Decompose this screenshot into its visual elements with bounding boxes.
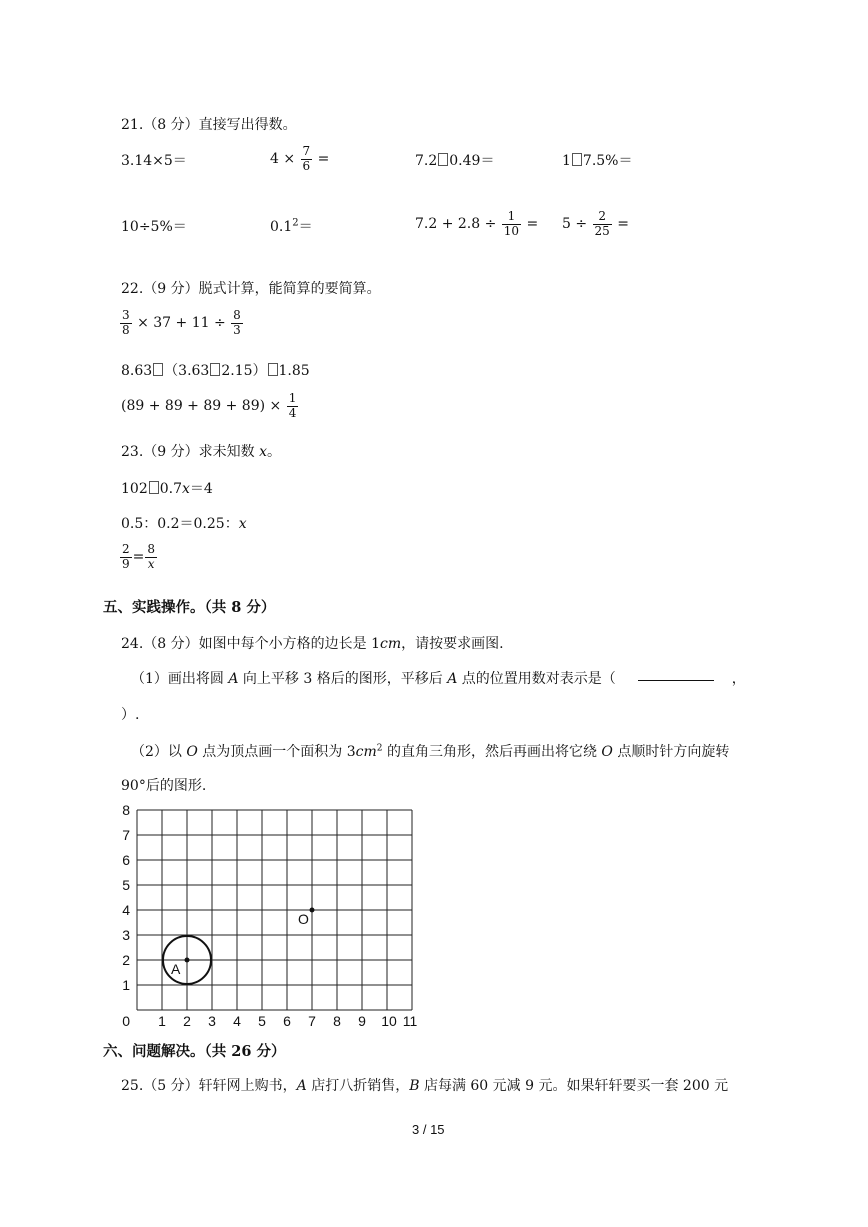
q23-expr-3: $\frac{2}{9}$ = $\frac{8}{x}$ (122, 542, 156, 571)
missing-glyph-box (438, 153, 448, 166)
q24-part-2-cont: 90°后的图形. (121, 778, 207, 794)
q21-r1-a: 3.14×5＝ (121, 153, 187, 169)
q22-title: 22.（9 分）脱式计算，能简算的要简算。 (121, 281, 381, 297)
q23-expr-1: 102 0.7x＝4 (121, 481, 213, 497)
q21-r1-c: 7.2 0.49＝ (415, 153, 495, 169)
expr-text: = (317, 151, 330, 168)
x-tick-4: 4 (233, 1013, 241, 1029)
q21-r2-c: 7.2 + 2.8 ÷ $\frac{1}{10}$ = (415, 209, 539, 238)
grid-svg[interactable] (112, 800, 432, 1032)
q21-r2-b: $0.1^2=$ (270, 217, 313, 235)
fraction: $\frac{1}{10}$ (503, 209, 520, 238)
fraction: $\frac{1}{4}$ (288, 391, 297, 420)
q22-expr-3: (89 + 89 + 89 + 89) × $\frac{1}{4}$ (121, 391, 297, 420)
y-tick-5: 5 (122, 877, 130, 893)
fraction: $\frac{7}{6}$ (302, 144, 311, 173)
missing-glyph-box (153, 363, 163, 376)
q21-r1-b (270, 145, 329, 174)
fraction: $\frac{3}{8}$ (122, 308, 130, 337)
fraction: $\frac{8}{3}$ (233, 308, 241, 337)
missing-glyph-box (210, 363, 220, 376)
y-tick-7: 7 (122, 827, 130, 843)
q21-r2-a: 10÷5%＝ (121, 219, 187, 235)
missing-glyph-box (572, 153, 582, 166)
fraction: $\frac{2}{9}$ (122, 542, 130, 571)
y-tick-2: 2 (122, 952, 130, 968)
expr-text: 4 × (270, 151, 296, 168)
coordinate-grid[interactable] (112, 800, 432, 1032)
q24-part-1: （1）画出将圆 A 向上平移 3 格后的图形，平移后 A 点的位置用数对表示是（ ， (131, 668, 746, 688)
q24-part-1-close: ）. (121, 707, 140, 723)
x-tick-2: 2 (183, 1013, 191, 1029)
q23-title: 23.（9 分）求未知数 x。 (121, 444, 281, 460)
x-tick-3: 3 (208, 1013, 216, 1029)
q22-expr-2: 8.63 （3.63 2.15） 1.85 (121, 363, 310, 379)
page-number: 3 / 15 (412, 1122, 445, 1137)
q23-expr-2: 0.5：0.2＝0.25：x (121, 516, 247, 532)
x-tick-9: 9 (358, 1013, 366, 1029)
fraction: $\frac{8}{x}$ (147, 542, 156, 571)
x-tick-5: 5 (258, 1013, 266, 1029)
q25-text: 25.（5 分）轩轩网上购书，A 店打八折销售，B 店每满 60 元减 9 元。如果轩轩要买一套 200 元 (121, 1078, 729, 1094)
x-tick-8: 8 (333, 1013, 341, 1029)
q21-r1-d: 1 7.5%＝ (562, 153, 633, 169)
missing-glyph-box (149, 481, 159, 494)
y-tick-6: 6 (122, 852, 130, 868)
missing-glyph-box (268, 363, 278, 376)
q24-part-2: （2）以 O 点为顶点画一个面积为 $3cm^2$ 的直角三角形，然后再画出将它绕 O 点顺时针方向旋转 (131, 743, 730, 760)
point-a (185, 958, 190, 963)
q21-title: 21.（8 分）直接写出得数。 (121, 117, 297, 133)
x-tick-7: 7 (308, 1013, 316, 1029)
grid-lines (137, 810, 412, 1010)
q21-r2-d: 5 ÷ $\frac{2}{25}$ = (562, 209, 630, 238)
label-o: O (298, 911, 309, 927)
point-o (310, 908, 315, 913)
y-tick-1: 1 (122, 977, 130, 993)
q22-expr-1: $\frac{3}{8}$ × 37 + 11 ÷ $\frac{8}{3}$ (122, 308, 241, 337)
answer-blank[interactable] (638, 668, 714, 681)
y-tick-4: 4 (122, 902, 130, 918)
x-tick-1: 1 (158, 1013, 166, 1029)
y-tick-8: 8 (122, 802, 130, 818)
section-5-heading: 五、实践操作。（共 8 分） (103, 599, 276, 616)
y-tick-0: 0 (122, 1013, 130, 1029)
q24-intro: 24.（8 分）如图中每个小方格的边长是 1cm，请按要求画图. (121, 636, 504, 652)
label-a: A (171, 961, 181, 977)
fraction: $\frac{2}{25}$ (594, 209, 610, 238)
x-tick-10: 10 (381, 1013, 397, 1029)
x-tick-6: 6 (283, 1013, 291, 1029)
y-tick-3: 3 (122, 927, 130, 943)
x-tick-11: 11 (402, 1013, 418, 1029)
section-6-heading: 六、问题解决。（共 26 分） (103, 1043, 286, 1060)
